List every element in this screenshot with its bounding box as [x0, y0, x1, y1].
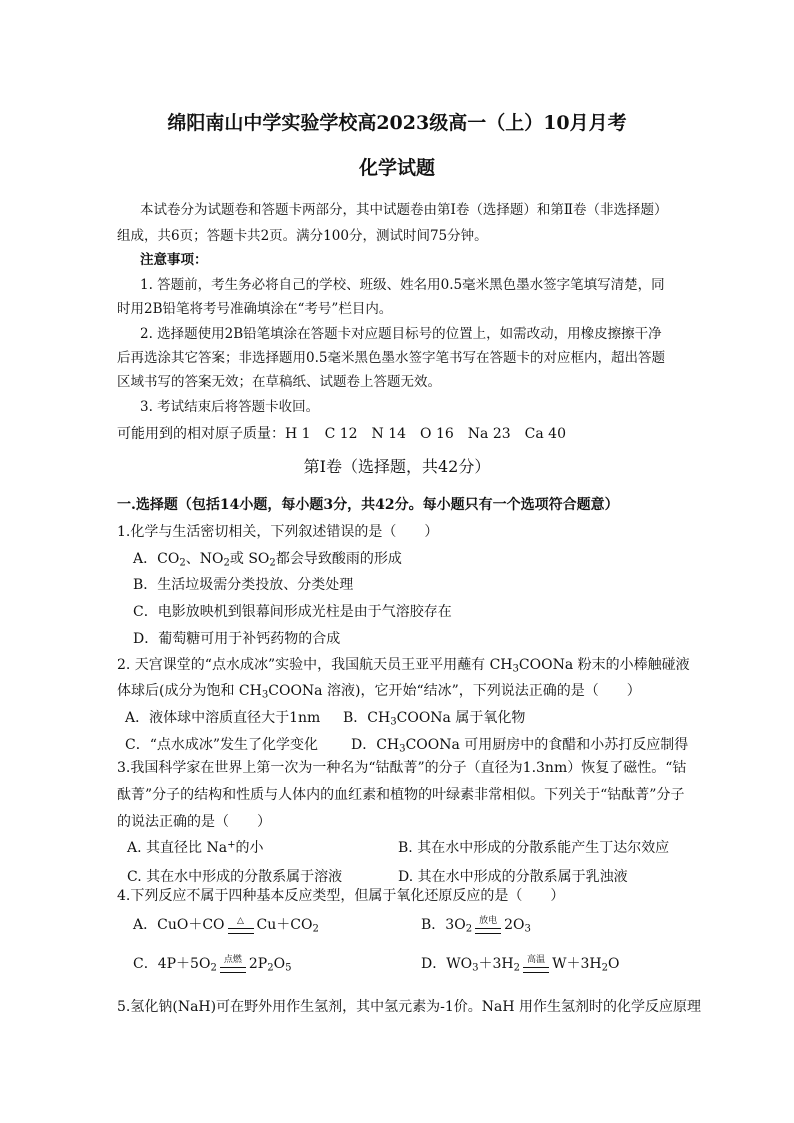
- q1-option-b: B．生活垃圾需分类投放、分类处理: [133, 577, 354, 593]
- notice-1-line-1: 1. 答题前，考生务必将自己的学校、班级、姓名用0.5毫米黑色墨水签字笔填写清楚，同: [140, 277, 665, 293]
- notice-3: 3. 考试结束后将答题卡收回。: [140, 399, 320, 415]
- q4-option-a: A．CuO＋CO △ $Cu+CO_2$: [133, 915, 319, 935]
- section-heading: 第Ⅰ卷（选择题，共42分）: [303, 457, 491, 476]
- q4-option-b: B．$3O_2$ 放电 $2O_3$: [421, 915, 531, 935]
- exam-title: 绵阳南山中学实验学校高2023级高一（上）10月月考: [167, 112, 627, 134]
- intro-line-2: 组成，共6页；答题卡共2页。满分100分，测试时间75分钟。: [117, 228, 488, 244]
- q1-stem: 1.化学与生活密切相关，下列叙述错误的是（ ）: [117, 524, 439, 540]
- intro-line-1: 本试卷分为试题卷和答题卡两部分，其中试题卷由第Ⅰ卷（选择题）和第Ⅱ卷（非选择题）: [140, 202, 668, 218]
- reaction-arrow: 点燃: [220, 956, 246, 973]
- q3-option-c: C. 其在水中形成的分散系属于溶液: [127, 869, 343, 885]
- notice-2-line-2: 后再选涂其它答案；非选择题用0.5毫米黑色墨水签字笔书写在答题卡的对应框内，超出答题: [117, 350, 665, 366]
- q2-option-a: A．液体球中溶质直径大于1nm: [125, 710, 321, 726]
- q4-option-c: C．$4P+5O_2$ 点燃 $2P_2O_5$: [133, 954, 292, 974]
- reaction-arrow: △: [228, 917, 254, 934]
- q4-option-d: D．$WO_3+3H_2$ 高温 $W+3H_2O$: [421, 954, 620, 974]
- notice-2-line-1: 2. 选择题使用2B铅笔填涂在答题卡对应题目标号的位置上，如需改动，用橡皮擦擦干净: [140, 326, 662, 342]
- notice-1-line-2: 时用2B铅笔将考号准确填涂在“考号”栏目内。: [117, 301, 393, 317]
- q3-line-1: 3.我国科学家在世界上第一次为一种名为“钴酞菁”的分子（直径为1.3nm）恢复了磁性。“钴: [117, 760, 687, 776]
- q4-stem: 4.下列反应不属于四种基本反应类型，但属于氧化还原反应的是（ ）: [117, 888, 565, 904]
- q3-option-b: B. 其在水中形成的分散系能产生丁达尔效应: [398, 840, 670, 856]
- q1-option-c: C．电影放映机到银幕间形成光柱是由于气溶胶存在: [133, 604, 452, 620]
- notice-2-line-3: 区域书写的答案无效；在草稿纸、试题卷上答题无效。: [117, 374, 441, 390]
- q1-option-a: A．$CO_2$、$NO_2$或 $SO_2$都会导致酸雨的形成: [133, 551, 402, 569]
- part-title: 一.选择题（包括14小题，每小题3分，共42分。每小题只有一个选项符合题意）: [117, 497, 619, 513]
- atomic-mass-line: 可能用到的相对原子质量：H 1 C 12 N 14 O 16 Na 23 Ca 40: [117, 426, 566, 442]
- q2-line-2: 体球后(成分为饱和 $CH_3COONa$ 溶液)，它开始“结冰”，下列说法正确的是（ ）: [117, 683, 641, 701]
- q1-option-d: D．葡萄糖可用于补钙药物的合成: [133, 631, 341, 647]
- reaction-arrow: 高温: [523, 956, 549, 973]
- q3-line-3: 的说法正确的是（ ）: [117, 814, 271, 830]
- q3-option-d: D. 其在水中形成的分散系属于乳浊液: [398, 869, 628, 885]
- q2-option-c: C．“点水成冰”发生了化学变化: [125, 737, 319, 753]
- q2-line-1: 2. 天宫课堂的“点水成冰”实验中，我国航天员王亚平用蘸有 $CH_3COONa$ 粉末的小棒触碰液: [117, 657, 690, 675]
- q2-option-b: B．$CH_3COONa$ 属于氧化物: [343, 710, 526, 728]
- q3-line-2: 酞菁”分子的结构和性质与人体内的血红素和植物的叶绿素非常相似。下列关于“钴酞菁”分子: [117, 787, 685, 803]
- q2-option-d: D．$CH_3COONa$ 可用厨房中的食醋和小苏打反应制得: [351, 737, 689, 755]
- q3-option-a: A. 其直径比 Na+的小: [127, 839, 264, 856]
- notice-title: 注意事项：: [140, 252, 208, 268]
- exam-subtitle: 化学试题: [358, 157, 435, 179]
- reaction-arrow: 放电: [475, 917, 501, 934]
- q5-line-1: 5.氢化钠(NaH)可在野外用作生氢剂，其中氢元素为-1价。NaH 用作生氢剂时的化学反应原理: [117, 999, 701, 1015]
